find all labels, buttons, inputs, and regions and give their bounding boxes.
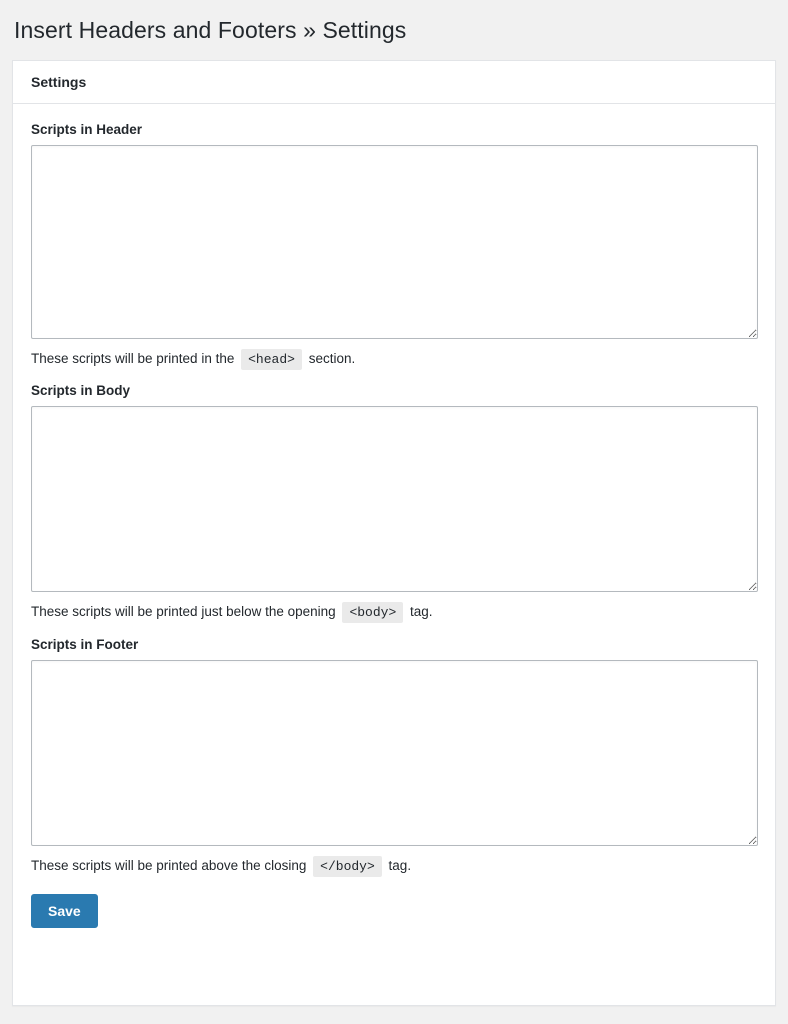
panel-header-title: Settings — [13, 61, 775, 104]
scripts-in-body-input[interactable] — [31, 406, 758, 592]
help-text-after: tag. — [410, 604, 433, 620]
closing-body-tag-code: </body> — [313, 856, 382, 877]
scripts-in-header-input[interactable] — [31, 145, 758, 339]
field-scripts-in-header — [31, 122, 757, 370]
head-tag-code: <head> — [241, 349, 302, 370]
settings-panel — [12, 60, 776, 1006]
page-title: Insert Headers and Footers » Settings — [14, 17, 407, 43]
help-text-before: These scripts will be printed in the — [31, 350, 235, 366]
panel-body — [13, 104, 775, 949]
scripts-in-footer-label: Scripts in Footer — [31, 636, 139, 652]
field-scripts-in-body — [31, 383, 757, 623]
field-scripts-in-footer — [31, 637, 757, 877]
scripts-in-footer-help — [31, 856, 757, 877]
save-row — [31, 894, 757, 928]
help-text-after: section. — [308, 350, 356, 366]
save-button[interactable]: Save — [31, 894, 98, 928]
help-text-after: tag. — [388, 857, 412, 873]
body-tag-code: <body> — [342, 602, 403, 623]
scripts-in-body-label: Scripts in Body — [31, 383, 131, 399]
scripts-in-header-label: Scripts in Header — [31, 121, 143, 137]
help-text-before: These scripts will be printed above the closing — [31, 857, 307, 873]
scripts-in-header-help — [31, 349, 757, 370]
scripts-in-body-help — [31, 602, 757, 623]
help-text-before: These scripts will be printed just below the opening — [31, 604, 336, 620]
scripts-in-footer-input[interactable] — [31, 660, 758, 846]
